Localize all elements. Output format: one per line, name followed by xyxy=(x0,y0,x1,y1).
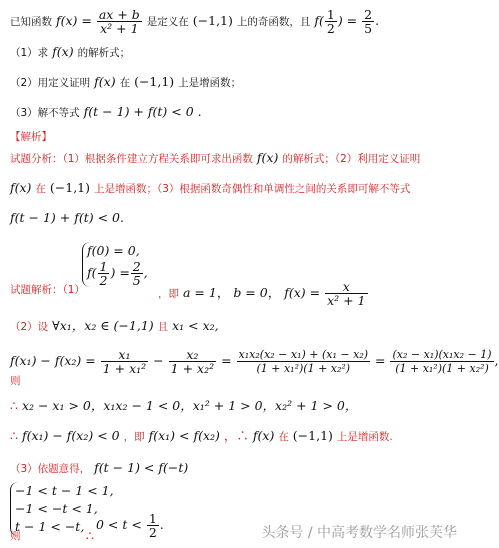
fx-expr: f(x) = xyxy=(55,13,92,28)
analysis-line-3: f(t − 1) + f(t) < 0. xyxy=(10,210,124,225)
solution-part-1: 试题解析：（1） f(0) = 0, f( $\frac{1}{2}$ ) = $\frac{2}{5}$ , ，即 a = 1， b = 0， f(x) = $\frac{x}{\text{x² + 1}}$ xyxy=(10,243,366,308)
part2-ze: 则 xyxy=(10,375,21,387)
question-3: （3）解不等式 f(t − 1) + f(t) < 0 . xyxy=(10,104,202,119)
intro-prefix: 已知函数 xyxy=(10,16,52,28)
part2-conditions: ∴ x₂ − x₁ > 0，x₁x₂ − 1 < 0，x₁² + 1 > 0，x₂² + 1 > 0， xyxy=(10,398,358,413)
part2-derivation: f(x₁) − f(x₂) = $\frac{\text{x₁}}{\text{1 + x₁²}}$ − $\frac{\text{x₂}}{\text{1 + x₂²}}$ = $\frac{\text{x₁x₂(x₂ − x₁) + (x₁ − x₂)}}{\text{(1 + x₁²)(1 + x₂²)}}$ = $\frac{\text{(x₂ − x₁)(x₁x₂ − 1)}}{\text{(1 + x₁²)(1 + x₂²)}}$ , xyxy=(10,347,499,376)
part3-brace: −1 < t − 1 < 1, −1 < −t < 1, t − 1 < −t, xyxy=(10,482,114,536)
jiexi-heading: 【解析】 xyxy=(10,131,52,143)
system-brace: f(0) = 0, f( $\frac{1}{2}$ ) = $\frac{2}{5}$ , xyxy=(82,242,148,287)
question-1: （1）求 f(x) 的解析式； xyxy=(10,44,131,59)
part2-conclusion: ∴ f(x₁) − f(x₂) < 0 ，即 f(x₁) < f(x₂) ，∴ f(x) 在 (−1,1) 上是增函数. xyxy=(10,428,393,443)
watermark: 头条号 / 中高考数学名师张芙华 xyxy=(261,525,457,541)
analysis-line-2: f(x) 在 (−1,1) 上是增函数；（3）根据函数奇偶性和单调性之间的关系即可解不等式 xyxy=(10,180,411,195)
fx-fraction: $\frac{ax + b}{\text{x² + 1}}$ xyxy=(98,7,140,36)
question-2: （2）用定义证明 f(x) 在 (−1,1) 上是增函数； xyxy=(10,74,242,89)
part3-intro: （3）依题意得， f(t − 1) < f(−t) xyxy=(10,460,189,475)
analysis-line-1: 试题分析：（1）根据条件建立方程关系即可求出函数 f(x) 的解析式；（2）利用定义证明 xyxy=(10,150,421,165)
part2-intro: （2）设 ∀x₁，x₂ ∈ (−1,1) 且 x₁ < x₂, xyxy=(10,318,219,333)
problem-statement: 已知函数 f(x) = $\frac{ax + b}{\text{x² + 1}}$ 是定义在 (−1,1) 上的奇函数，且 f( $\frac{1}{2}$ ) = $\frac{2}{5}$ . xyxy=(10,7,380,36)
